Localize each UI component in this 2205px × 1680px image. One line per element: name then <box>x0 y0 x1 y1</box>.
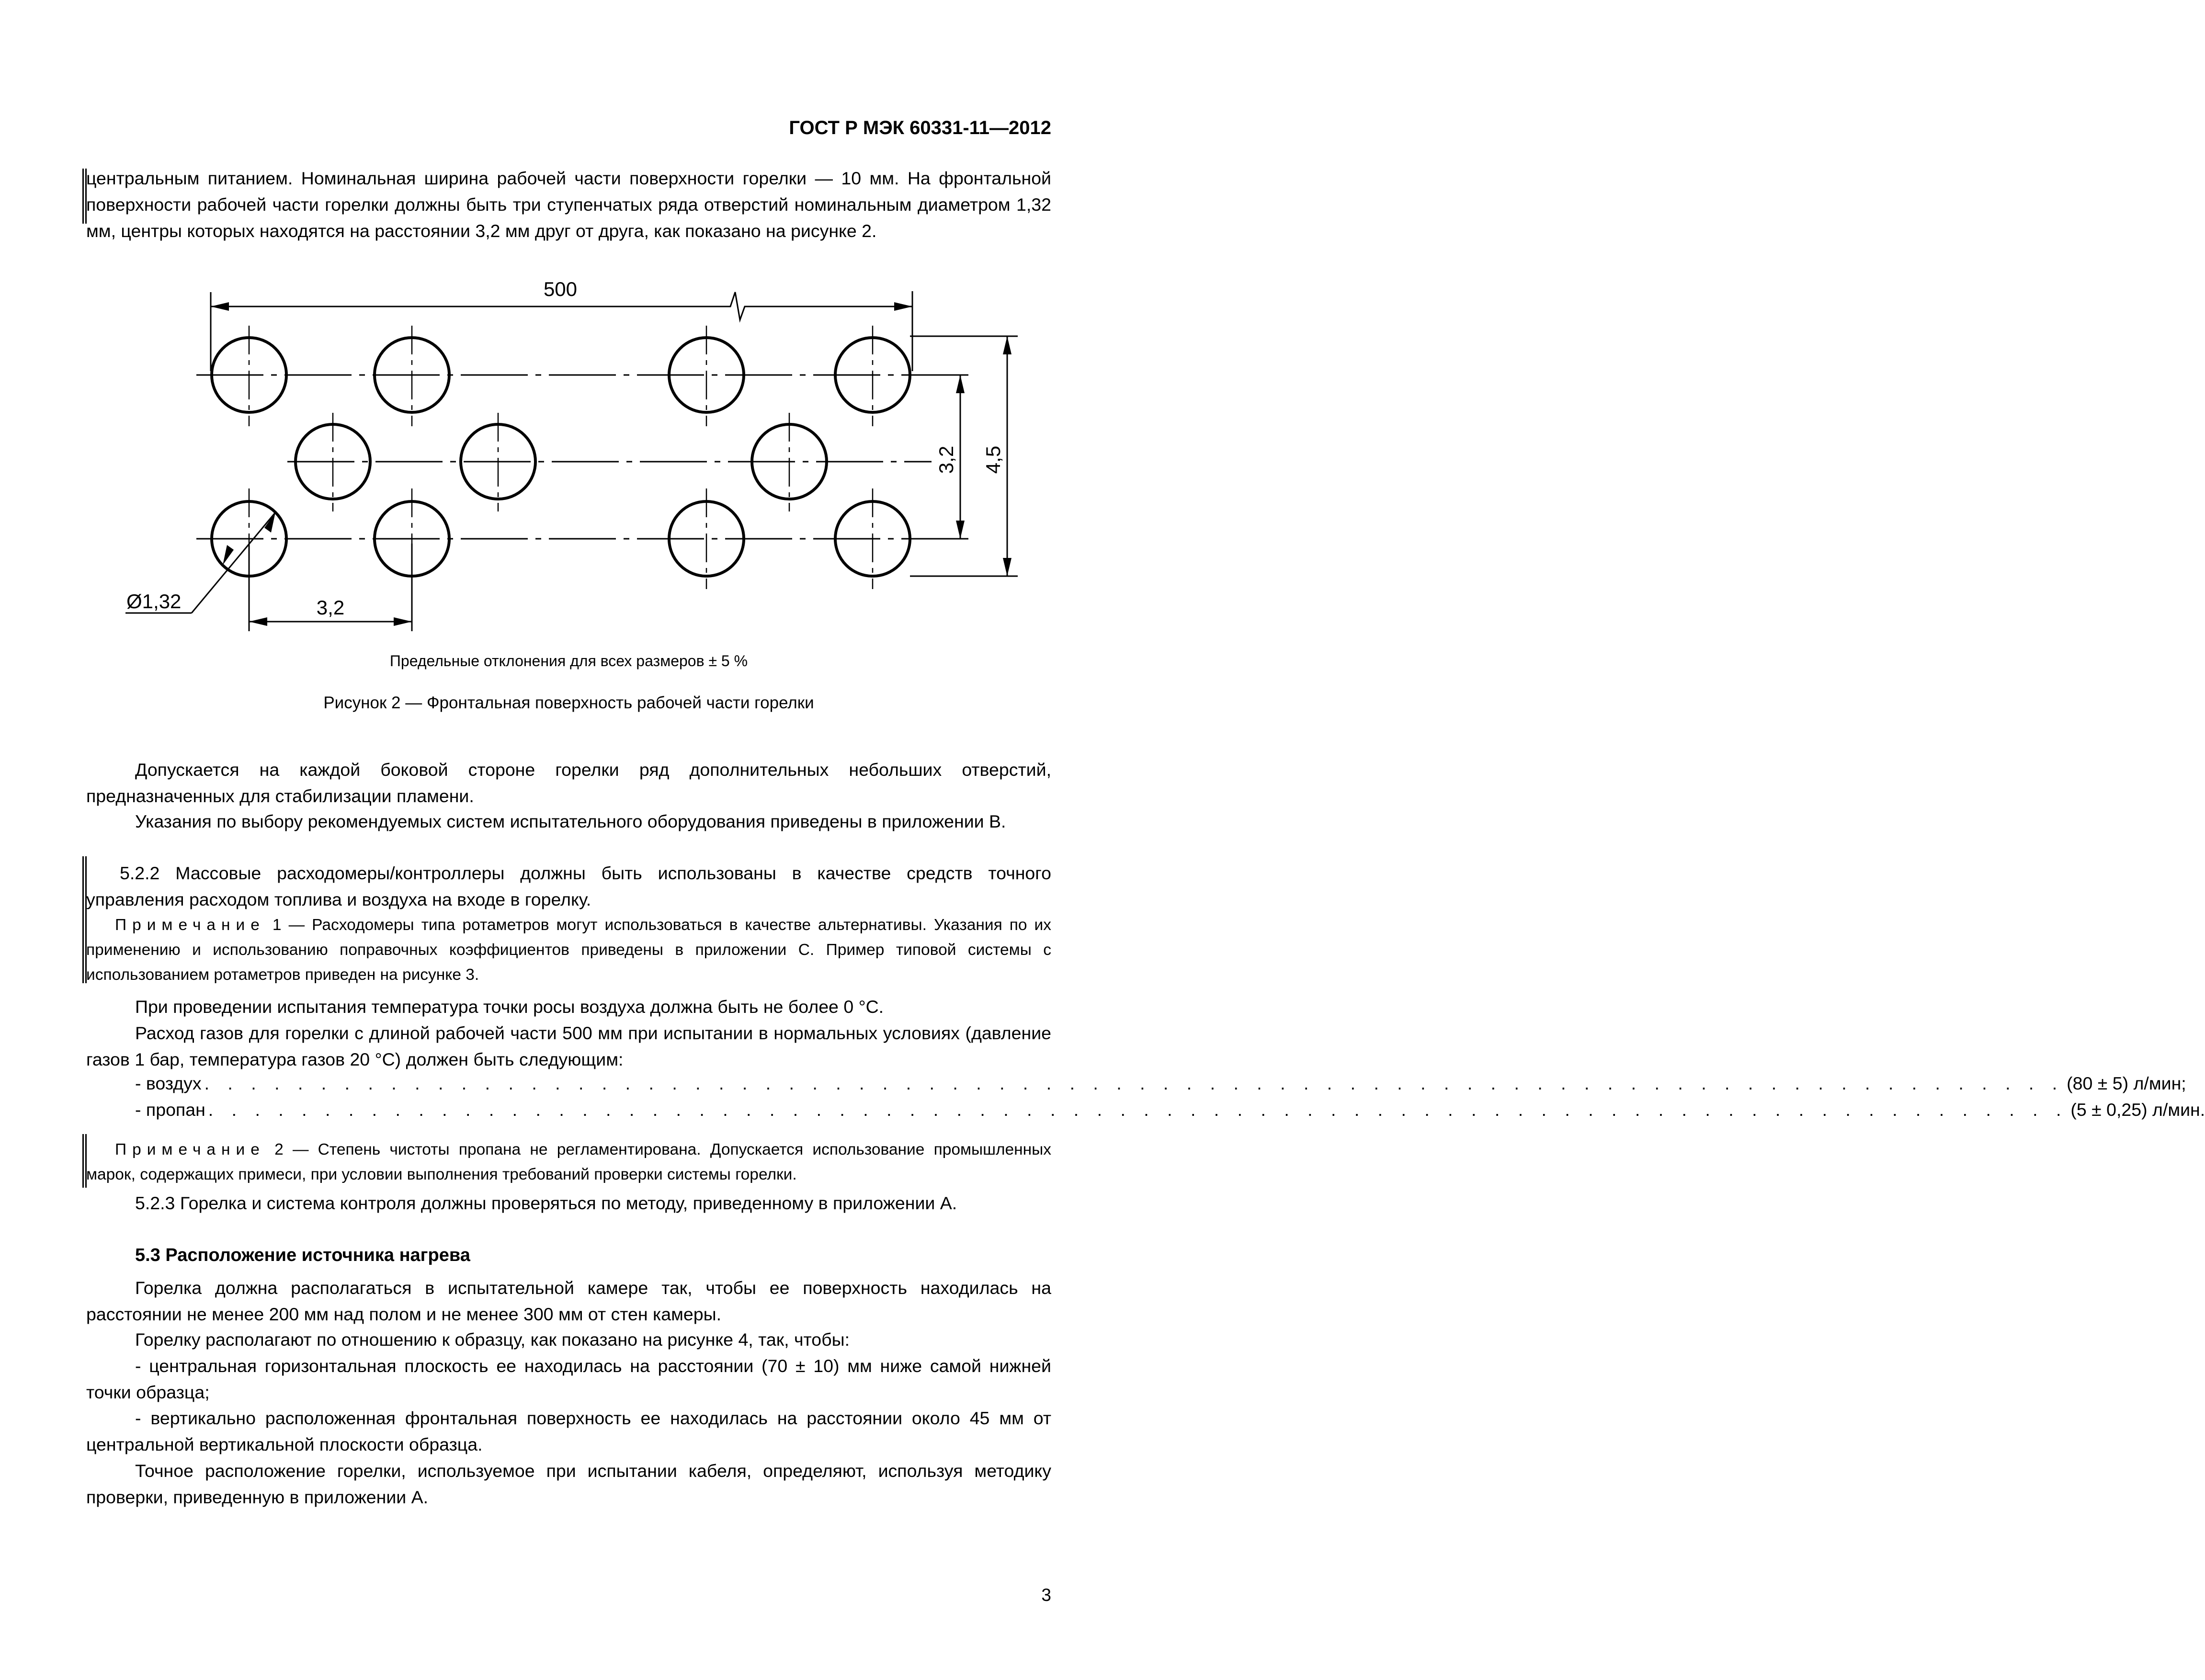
gas-name: - пропан <box>135 1100 205 1120</box>
figure-caption: Рисунок 2 — Фронтальная поверхность рабочей части горелки <box>323 693 814 712</box>
note-2-text: 2 — Степень чистоты пропана не регламентирована. Допускается использование промышленных марок, содержащих примеси, при условии выполнения требований проверки системы горелки. <box>86 1141 1051 1183</box>
dim-row-spacing-label: 3,2 <box>935 445 957 474</box>
note-1-text: 1 — Расходомеры типа ротаметров могут использоваться в качестве альтернативы. Указания по их применению и использованию поправочных коэффициентов приведены в приложении С. Пример типовой системы с использованием ротаметров приведен на рисунке 3. <box>86 916 1051 984</box>
gas-value: (5 ± 0,25) л/мин. <box>2070 1100 2205 1120</box>
burner-face-figure <box>0 268 1188 747</box>
paragraph-gas-flow: Расход газов для горелки с длиной рабочей части 500 мм при испытании в нормальных условиях (давление газов 1 бар, температура газов 20 °С) должен быть следующим: <box>86 1023 1051 1069</box>
note-2 <box>86 1137 1051 1187</box>
paragraph-stabilization: Допускается на каждой боковой стороне горелки ряд дополнительных небольших отверстий, предназначенных для стабилизации пламени. <box>86 760 1051 806</box>
dim-total-height-label: 4,5 <box>982 445 1004 474</box>
paragraph-dew-point: При проведении испытания температура точки росы воздуха должна быть не более 0 °С. <box>135 997 884 1017</box>
dim-diameter-label: Ø1,32 <box>126 590 182 613</box>
section-paragraph-2: Горелку располагают по отношению к образцу, как показано на рисунке 4, так, чтобы: <box>135 1329 850 1350</box>
gas-name: - воздух <box>135 1073 202 1093</box>
intro-paragraph: центральным питанием. Номинальная ширина рабочей части поверхности горелки — 10 мм. На фронтальной поверхности рабочей части горелки должны быть три ступенчатых ряда отверстий номинальным диаметром 1,32 мм, центры которых находятся на расстоянии 3,2 мм друг от друга, как показано на рисунке 2. <box>86 168 1051 241</box>
section-heading: 5.3 Расположение источника нагрева <box>135 1245 470 1265</box>
page-number: 3 <box>1041 1585 1051 1605</box>
section-paragraph-3: - центральная горизонтальная плоскость ее находилась на расстоянии (70 ± 10) мм ниже самой нижней точки образца; <box>86 1356 1051 1402</box>
gas-list-item: - воздух . . . . . . . . . . . . . . . . . . . . . . . . . . . . . . . . . . . . . . . . . . . . . . . . . . . . . . . . . . . . . . . . . . . . . . . . . . . . . . . . (80 ± 5) л/мин; <box>135 1073 2186 1093</box>
dim-length-label: 500 <box>543 278 578 300</box>
note-1-label: Примечание <box>115 916 265 934</box>
gas-value: (80 ± 5) л/мин; <box>2067 1073 2186 1093</box>
section-paragraph-4: - вертикально расположенная фронтальная поверхность ее находилась на расстоянии около 45 мм от центральной вертикальной плоскости образца. <box>86 1408 1051 1454</box>
dim-hole-spacing-label: 3,2 <box>316 596 345 619</box>
section-paragraph-5: Точное расположение горелки, используемое при испытании кабеля, определяют, используя методику проверки, приведенную в приложении А. <box>86 1461 1051 1507</box>
paragraph-equipment-guide: Указания по выбору рекомендуемых систем испытательного оборудования приведены в приложении В. <box>135 811 1006 831</box>
paragraph-5-2-3: 5.2.3 Горелка и система контроля должны проверяться по методу, приведенному в приложении А. <box>135 1193 957 1213</box>
note-1 <box>86 913 1051 988</box>
gas-list-item: - пропан . . . . . . . . . . . . . . . . . . . . . . . . . . . . . . . . . . . . . . . . . . . . . . . . . . . . . . . . . . . . . . . . . . . . . . . . . . . . . . . . (5 ± 0,25) л/мин. <box>135 1100 2205 1120</box>
section-paragraph-1: Горелка должна располагаться в испытательной камере так, чтобы ее поверхность находилась на расстоянии не менее 200 мм над полом и не менее 300 мм от стен камеры. <box>86 1278 1051 1324</box>
paragraph-5-2-2: 5.2.2 Массовые расходомеры/контроллеры должны быть использованы в качестве средств точного управления расходом топлива и воздуха на входе в горелку. <box>86 863 1051 909</box>
note-2-label: Примечание <box>115 1141 265 1158</box>
figure-tolerance-note: Предельные отклонения для всех размеров ± 5 % <box>389 652 748 670</box>
document-header: ГОСТ Р МЭК 60331-11—2012 <box>789 117 1051 138</box>
